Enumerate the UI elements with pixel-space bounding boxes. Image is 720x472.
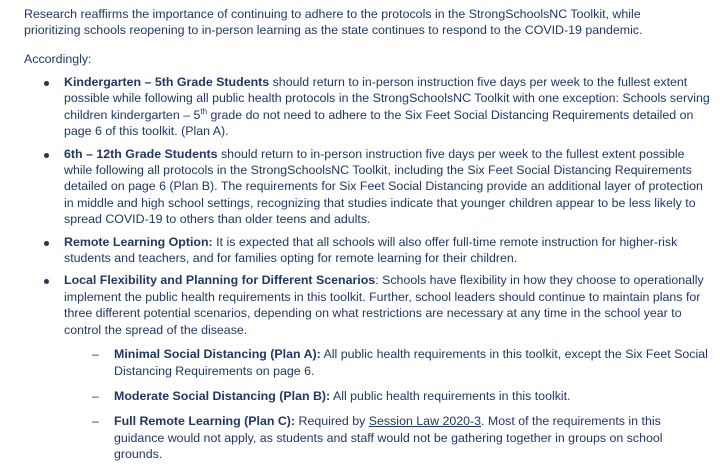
bullet-heading: Remote Learning Option: xyxy=(64,234,213,249)
scenario-heading: Moderate Social Distancing (Plan B): xyxy=(114,388,331,403)
bullet-remote-learning xyxy=(44,234,714,267)
scenario-text: All public health requirements in this toolkit, except the Six Feet Social Distancing Requirements on page 6. xyxy=(114,347,708,378)
scenario-plan-a xyxy=(64,346,714,379)
scenario-text: All public health requirements in this toolkit. xyxy=(330,388,571,403)
bullet-dot-icon xyxy=(44,279,49,284)
bullet-text: should return to in-person instruction five days per week to the fullest extent possible while following all public health protocols in the StrongSchoolsNC Toolkit with one exception: Schools serving children kindergarten – 5 xyxy=(64,75,710,122)
accordingly-label: Accordingly: xyxy=(24,52,92,66)
intro-paragraph xyxy=(24,6,714,39)
scenario-text: . Most of the requirements in this guidance would not apply, as students and staff would not be gathering together in groups on school grounds. xyxy=(114,414,663,462)
bullet-kindergarten xyxy=(44,74,714,140)
scenario-plan-c xyxy=(64,413,714,462)
bullet-dot-icon xyxy=(44,153,49,158)
scenario-text-pre: Required by xyxy=(295,414,369,429)
bullet-text: should return to in-person instruction five days per week to the fullest extent possible while following all protocols in the StrongSchoolsNC Toolkit, including the Six Feet Social Distancing Requirements detailed on page 6 (Plan B). The requirements for Six Feet Social Distancing provide an additional layer of protection in middle and high school settings, recognizing that studies indicate that younger children appear to be less likely to spread COVID-19 to others than older teens and adults. xyxy=(64,146,703,227)
scenario-list xyxy=(64,346,714,462)
bullet-text: : Schools have flexibility in how they choose to operationally implement the public health requirements in this toolkit. Further, school leaders should continue to maintain plans for three different potential scenarios, depending on what restrictions are necessary at any time in the school year to control the spread of the disease. xyxy=(64,273,704,337)
bullet-local-flexibility xyxy=(44,272,714,462)
intro-line-1: Research reaffirms the importance of continuing to adhere to the protocols in the StrongSchoolsNC Toolkit, while xyxy=(24,7,641,21)
scenario-plan-b xyxy=(64,388,714,404)
bullet-dot-icon xyxy=(44,241,49,246)
dash-marker: – xyxy=(92,347,99,362)
bullet-heading: Kindergarten – 5th Grade Students xyxy=(64,75,270,89)
ordinal-suffix: th xyxy=(200,106,208,116)
bullet-6-12-grade xyxy=(44,146,714,228)
dash-marker: – xyxy=(92,388,99,403)
dash-marker: – xyxy=(92,414,99,429)
bullet-text: It is expected that all schools will also offer full-time remote instruction for higher-risk students and teachers, and for families opting for remote learning for their children. xyxy=(64,234,678,266)
intro-line-2: prioritizing schools reopening to in-person learning as the state continues to respond to the COVID-19 pandemic. xyxy=(24,23,643,38)
bullet-heading: 6th – 12th Grade Students xyxy=(64,146,218,161)
scenario-heading: Full Remote Learning (Plan C): xyxy=(114,414,296,429)
bullet-list xyxy=(44,74,714,472)
bullet-text-cont: grade do not need to adhere to the Six Feet Social Distancing Requirements detailed on page 6 of this toolkit. (Plan A). xyxy=(64,107,694,139)
bullet-heading: Local Flexibility and Planning for Different Scenarios xyxy=(64,273,376,288)
scenario-heading: Minimal Social Distancing (Plan A): xyxy=(114,347,321,362)
bullet-dot-icon xyxy=(44,81,49,86)
session-law-link[interactable]: Session Law 2020-3 xyxy=(368,414,482,429)
